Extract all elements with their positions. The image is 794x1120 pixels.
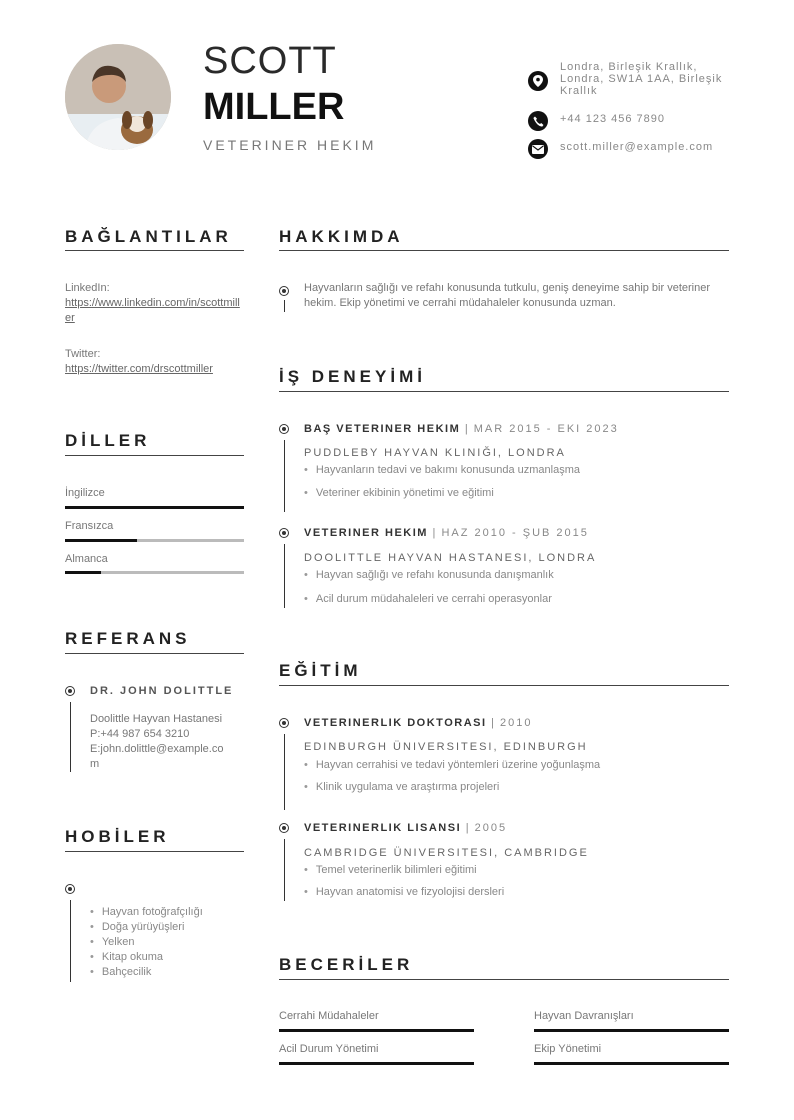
hobbies-title: HOBİLER	[65, 827, 170, 846]
experience-rule	[279, 391, 729, 392]
education-rule	[279, 685, 729, 686]
job-org: PUDDLEBY HAYVAN KLINIĞI, LONDRA	[304, 447, 566, 459]
language-name: Almanca	[65, 553, 108, 565]
language-level-bar	[65, 571, 244, 574]
timeline-line	[70, 702, 71, 772]
degree-name: VETERINERLIK DOKTORASI	[304, 717, 487, 729]
phone-text: +44 123 456 7890	[560, 113, 666, 125]
job-bullet: • Hayvanların tedavi ve bakımı konusunda uzmanlaşma	[304, 464, 580, 476]
reference-name: DR. JOHN DOLITTLE	[90, 685, 234, 697]
reference-line: Doolittle Hayvan Hastanesi	[90, 713, 223, 725]
references-title: REFERANS	[65, 629, 191, 648]
language-level-bar	[65, 506, 244, 509]
job-bullet: • Veteriner ekibinin yönetimi ve eğitimi	[304, 487, 494, 499]
about-title: HAKKIMDA	[279, 227, 404, 246]
timeline-dot-icon	[279, 424, 289, 434]
job-dates: MAR 2015 - EKI 2023	[473, 423, 619, 435]
experience-title: İŞ DENEYİMİ	[279, 367, 426, 386]
school-name: EDINBURGH ÜNIVERSITESI, EDINBURGH	[304, 741, 588, 753]
timeline-dot-icon	[279, 286, 289, 296]
skill-name: Acil Durum Yönetimi	[279, 1043, 379, 1055]
timeline-dot-icon	[279, 718, 289, 728]
hobby-item: • Bahçecilik	[90, 965, 203, 980]
hobbies-list	[90, 905, 203, 980]
linkedin-entry	[65, 281, 245, 326]
skill-bar	[534, 1029, 729, 1032]
references-rule	[65, 653, 244, 654]
timeline-line	[284, 839, 285, 901]
language-level-fill	[65, 506, 244, 509]
twitter-entry	[65, 347, 245, 377]
timeline-line	[70, 900, 71, 982]
timeline-line	[284, 734, 285, 810]
about-rule	[279, 250, 729, 251]
hobby-item: • Yelken	[90, 935, 203, 950]
timeline-line	[284, 544, 285, 608]
degree-year: 2010	[500, 717, 533, 729]
timeline-dot-icon	[279, 823, 289, 833]
skills-rule	[279, 979, 729, 980]
education-bullet: • Hayvan cerrahisi ve tedavi yöntemleri üzerine yoğunlaşma	[304, 759, 600, 771]
school-name: CAMBRIDGE ÜNIVERSITESI, CAMBRIDGE	[304, 847, 589, 859]
skill-name: Ekip Yönetimi	[534, 1043, 602, 1055]
first-name: SCOTT	[203, 40, 337, 82]
hobbies-rule	[65, 851, 244, 852]
languages-title: DİLLER	[65, 431, 151, 450]
twitter-label: Twitter:	[65, 348, 101, 360]
language-level-bar	[65, 539, 244, 542]
timeline-line	[284, 300, 285, 312]
job-role: VETERINER HEKIM	[304, 527, 428, 539]
links-title: BAĞLANTILAR	[65, 227, 232, 246]
job-dates: HAZ 2010 - ŞUB 2015	[441, 527, 589, 539]
hobby-item: • Kitap okuma	[90, 950, 203, 965]
education-title: EĞİTİM	[279, 661, 362, 680]
email-icon	[528, 139, 548, 159]
education-heading: VETERINERLIK LISANSI | 2005	[304, 822, 508, 834]
hobby-item: • Doğa yürüyüşleri	[90, 920, 203, 935]
reference-details	[90, 712, 250, 772]
language-level-fill	[65, 539, 137, 542]
linkedin-label: LinkedIn:	[65, 282, 110, 294]
reference-line: P:+44 987 654 3210	[90, 728, 190, 740]
language-name: Fransızca	[65, 520, 114, 532]
address-text: Londra, Birleşik Krallık, Londra, SW1A 1AA, Birleşik Krallık	[560, 61, 723, 97]
degree-year: 2005	[474, 822, 508, 834]
timeline-dot-icon	[65, 686, 75, 696]
education-bullet: • Hayvan anatomisi ve fizyolojisi dersleri	[304, 886, 504, 898]
job-role: BAŞ VETERINER HEKIM	[304, 423, 461, 435]
education-bullet: • Klinik uygulama ve araştırma projeleri	[304, 781, 499, 793]
reference-line: E:john.dolittle@example.co	[90, 743, 224, 755]
languages-rule	[65, 455, 244, 456]
email-text: scott.miller@example.com	[560, 141, 714, 153]
about-text: Hayvanların sağlığı ve refahı konusunda tutkulu, geniş deneyime sahip bir veteriner hekim. Ekip yönetimi ve cerrahi müdahaleler konusunda uzman.	[304, 282, 711, 309]
twitter-link[interactable]: https://twitter.com/drscottmiller	[65, 363, 213, 375]
job-heading: VETERINER HEKIM | HAZ 2010 - ŞUB 2015	[304, 527, 589, 539]
language-name: İngilizce	[65, 487, 105, 499]
location-icon	[528, 71, 548, 91]
skill-name: Hayvan Davranışları	[534, 1010, 634, 1022]
job-org: DOOLITTLE HAYVAN HASTANESI, LONDRA	[304, 552, 597, 564]
job-heading: BAŞ VETERINER HEKIM | MAR 2015 - EKI 2023	[304, 423, 619, 435]
last-name: MILLER	[203, 86, 345, 128]
linkedin-link[interactable]: https://www.linkedin.com/in/scottmiller	[65, 297, 240, 324]
job-bullet: • Hayvan sağlığı ve refahı konusunda danışmanlık	[304, 569, 554, 581]
job-bullet: • Acil durum müdahaleleri ve cerrahi operasyonlar	[304, 593, 552, 605]
degree-name: VETERINERLIK LISANSI	[304, 822, 462, 834]
timeline-line	[284, 440, 285, 512]
language-level-fill	[65, 571, 101, 574]
phone-icon	[528, 111, 548, 131]
links-rule	[65, 250, 244, 251]
skill-name: Cerrahi Müdahaleler	[279, 1010, 379, 1022]
skills-title: BECERİLER	[279, 955, 414, 974]
skill-bar	[279, 1029, 474, 1032]
hobby-item: • Hayvan fotoğrafçılığı	[90, 905, 203, 920]
skill-bar	[534, 1062, 729, 1065]
education-bullet: • Temel veterinerlik bilimleri eğitimi	[304, 864, 477, 876]
timeline-dot-icon	[279, 528, 289, 538]
skill-bar	[279, 1062, 474, 1065]
profile-photo	[65, 44, 171, 150]
job-title: VETERINER HEKIM	[203, 137, 377, 153]
reference-line: m	[90, 758, 100, 770]
education-heading: VETERINERLIK DOKTORASI | 2010	[304, 717, 533, 729]
timeline-dot-icon	[65, 884, 75, 894]
